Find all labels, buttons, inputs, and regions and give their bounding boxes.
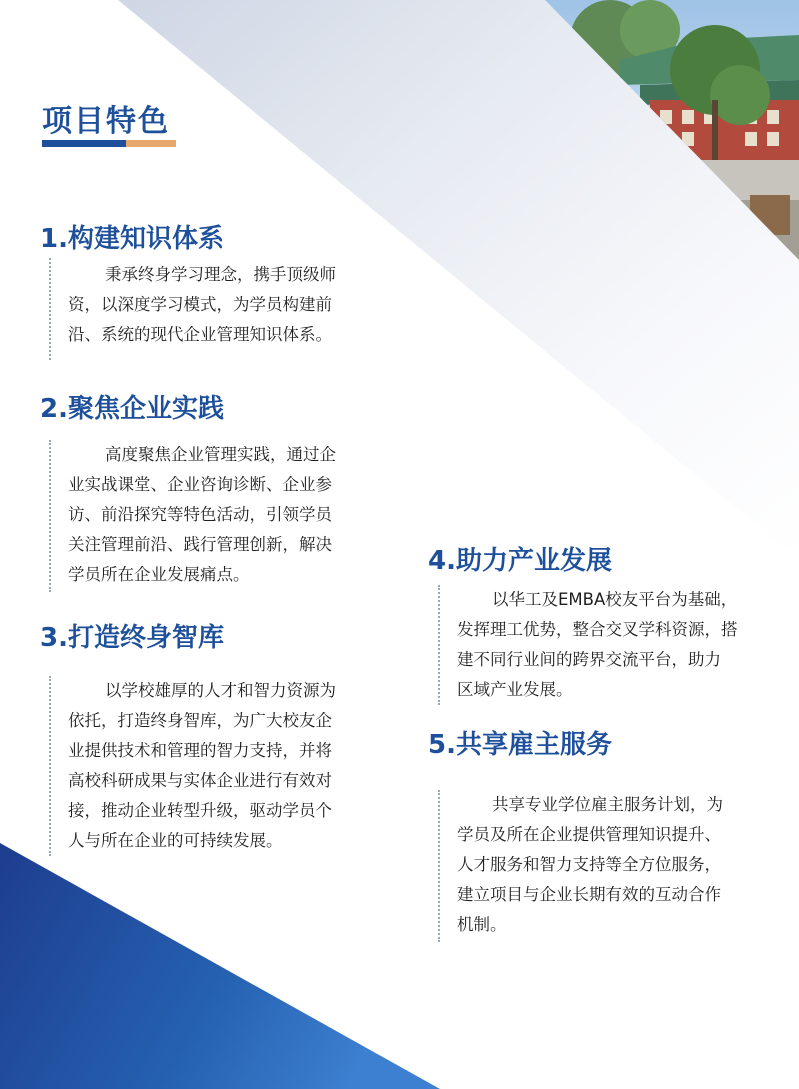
section-body xyxy=(49,676,379,856)
page-title: 项目特色 xyxy=(42,104,170,139)
text-line: 资，以深度学习模式，为学员构建前 xyxy=(68,295,332,314)
section-employer-service xyxy=(428,724,612,761)
title-underline xyxy=(42,140,176,147)
text-line: 沿、系统的现代企业管理知识体系。 xyxy=(68,325,332,344)
text-line: 人与所在企业的可持续发展。 xyxy=(68,831,283,850)
text-line: 业实战课堂、企业咨询诊断、企业参 xyxy=(68,475,332,494)
section-heading: 5.共享雇主服务 xyxy=(428,730,612,760)
section-industry-development xyxy=(428,540,612,577)
section-body xyxy=(49,258,379,360)
text-line: 秉承终身学习理念，携手顶级师 xyxy=(105,265,336,284)
text-line: 建不同行业间的跨界交流平台，助力 xyxy=(457,650,721,669)
text-line: 依托，打造终身智库，为广大校友企 xyxy=(68,711,332,730)
section-body xyxy=(438,790,788,942)
section-heading: 3.打造终身智库 xyxy=(40,623,224,653)
section-body xyxy=(438,585,788,705)
text-line: 接，推动企业转型升级，驱动学员个 xyxy=(68,801,332,820)
text-line: 以学校雄厚的人才和智力资源为 xyxy=(105,681,336,700)
section-heading: 2.聚焦企业实践 xyxy=(40,394,224,424)
text-line: 业提供技术和管理的智力支持，并将 xyxy=(68,741,332,760)
text-line: 人才服务和智力支持等全方位服务， xyxy=(457,855,721,874)
text-line: 区域产业发展。 xyxy=(457,680,573,699)
title-underline-orange xyxy=(126,140,176,147)
section-enterprise-practice xyxy=(40,388,224,425)
text-line: 高度聚焦企业管理实践，通过企 xyxy=(105,445,336,464)
text-line: 访、前沿探究等特色活动，引领学员 xyxy=(68,505,332,524)
section-heading: 4.助力产业发展 xyxy=(428,546,612,576)
section-body xyxy=(49,440,379,592)
text-line: 发挥理工优势，整合交叉学科资源，搭 xyxy=(457,620,738,639)
text-line: 建立项目与企业长期有效的互动合作 xyxy=(457,885,721,904)
title-underline-blue xyxy=(42,140,126,147)
text-line: 学员及所在企业提供管理知识提升、 xyxy=(457,825,721,844)
text-line: 机制。 xyxy=(457,915,507,934)
section-heading: 1.构建知识体系 xyxy=(40,224,224,254)
text-line: 以华工及EMBA校友平台为基础， xyxy=(492,590,738,609)
section-lifelong-think-tank xyxy=(40,617,224,654)
text-line: 学员所在企业发展痛点。 xyxy=(68,565,250,584)
text-line: 关注管理前沿、践行管理创新，解决 xyxy=(68,535,332,554)
text-line: 共享专业学位雇主服务计划，为 xyxy=(492,795,723,814)
text-line: 高校科研成果与实体企业进行有效对 xyxy=(68,771,332,790)
section-knowledge-system xyxy=(40,218,224,255)
